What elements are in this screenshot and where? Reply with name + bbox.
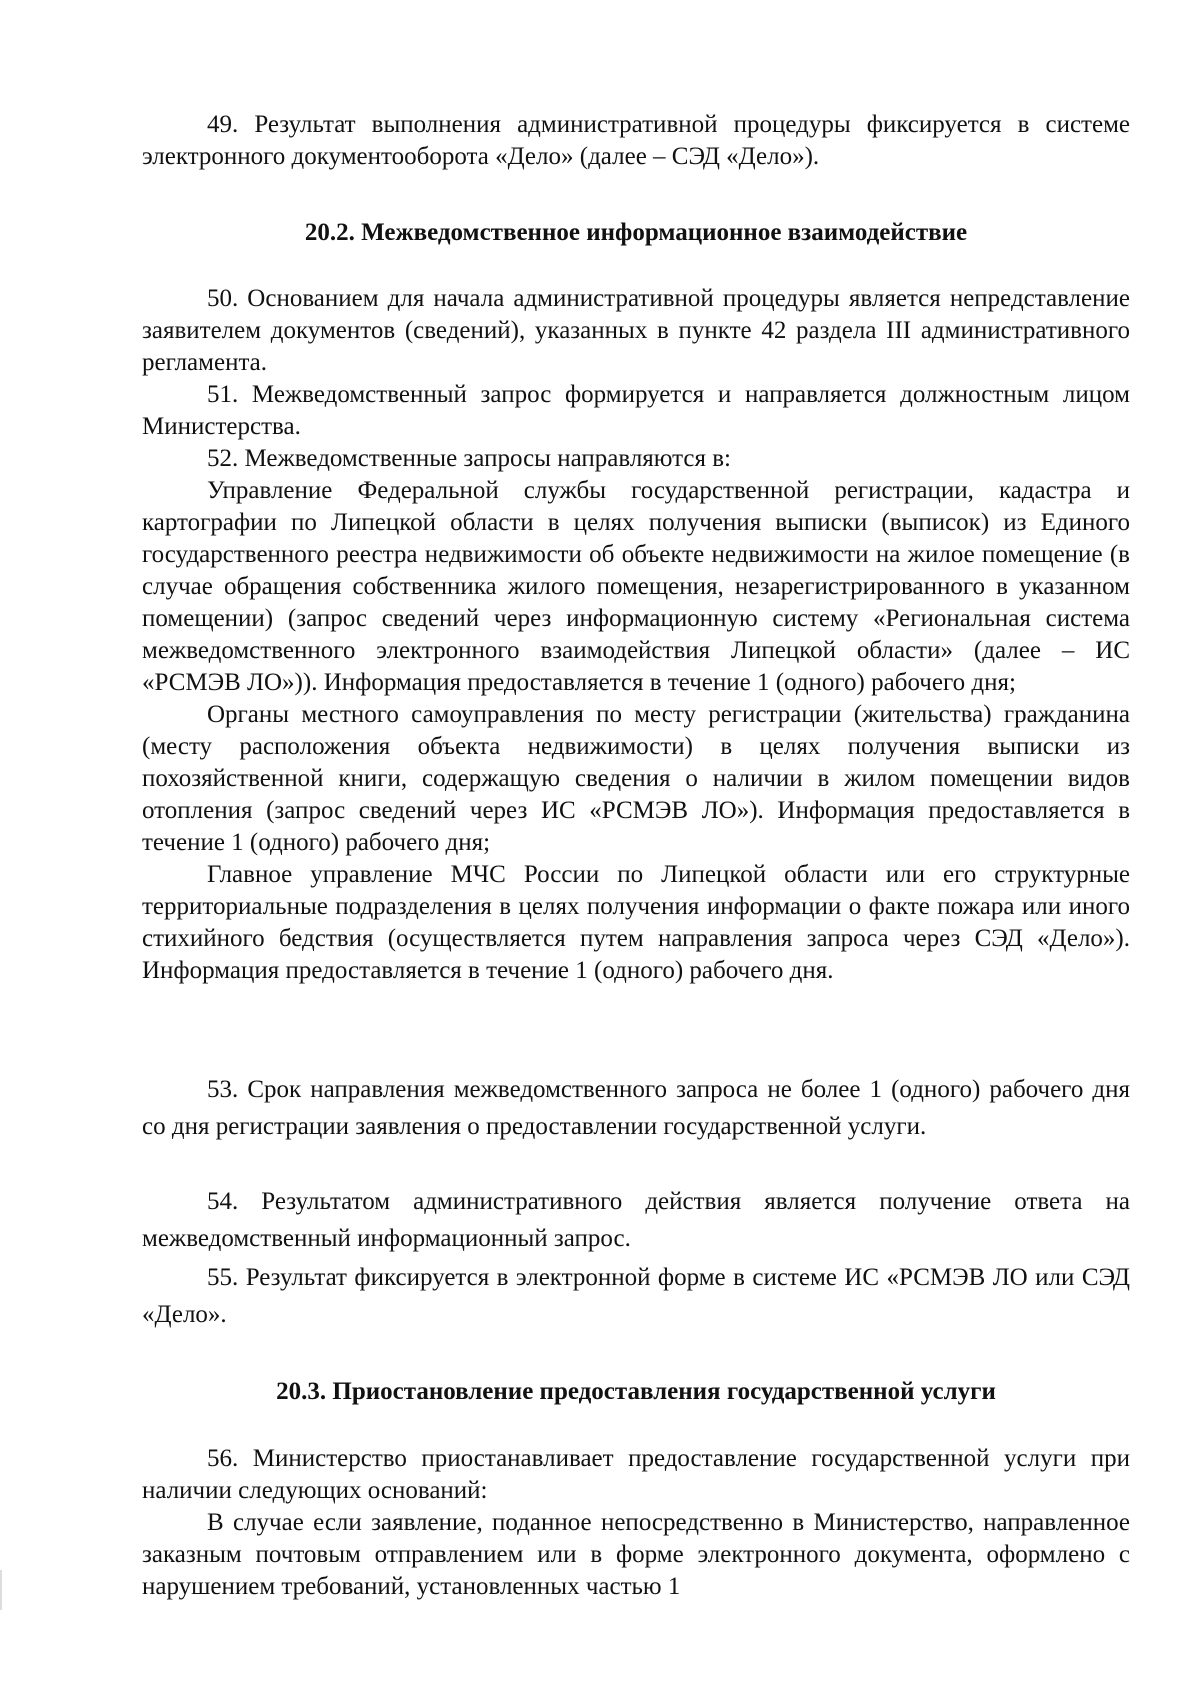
paragraph-52-rosreestr: Управление Федеральной службы государственной регистрации, кадастра и картографии по Липецкой области в целях получения выписки (выписок) из Единого государственного реестра недвижимости об объекте недвижимости на жилое помещение (в случае обращения собственника жилого помещения, незарегистрированного в указанном помещении) (запрос сведений через информационную систему «Региональная система межведомственного электронного взаимодействия Липецкой области» (далее – ИС «РСМЭВ ЛО»)). Информация предоставляется в течение 1 (одного) рабочего дня; [142, 477, 1130, 696]
paragraph-55: 55. Результат фиксируется в электронной форме в системе ИС «РСМЭВ ЛО или СЭД «Дело». [142, 1264, 1130, 1328]
paragraph-51: 51. Межведомственный запрос формируется и направляется должностным лицом Министерства. [142, 381, 1130, 440]
paragraph-52-local-government: Органы местного самоуправления по месту регистрации (жительства) гражданина (месту расположения объекта недвижимости) в целях получения выписки из похозяйственной книги, содержащую сведения о наличии в жилом помещении видов отопления (запрос сведений через ИС «РСМЭВ ЛО»). Информация предоставляется в течение 1 (одного) рабочего дня; [142, 701, 1130, 856]
paragraph-49: 49. Результат выполнения административной процедуры фиксируется в системе электронного документооборота «Дело» (далее – СЭД «Дело»). [142, 111, 1130, 170]
paragraph-50: 50. Основанием для начала административной процедуры является непредставление заявителем документов (сведений), указанных в пункте 42 раздела III административного регламента. [142, 285, 1130, 376]
paragraph-group-53 [142, 1071, 1130, 1145]
paragraph-52: 52. Межведомственные запросы направляются в: [207, 445, 731, 472]
paragraph-group-49 [142, 109, 1130, 173]
paragraph-group-56 [142, 1443, 1130, 1603]
scan-edge-mark [0, 1570, 2, 1610]
paragraph-group-50-52 [142, 283, 1130, 987]
paragraph-group-55 [142, 1259, 1130, 1333]
paragraph-52-emergency-ministry: Главное управление МЧС России по Липецкой области или его структурные территориальные подразделения в целях получения информации о факте пожара или иного стихийного бедствия (осуществляется путем направления запроса через СЭД «Дело»). Информация предоставляется в течение 1 (одного) рабочего дня. [142, 861, 1130, 984]
paragraph-56: 56. Министерство приостанавливает предоставление государственной услуги при наличии следующих оснований: [142, 1445, 1130, 1504]
paragraph-53: 53. Срок направления межведомственного запроса не более 1 (одного) рабочего дня со дня регистрации заявления о предоставлении государственной услуги. [142, 1076, 1130, 1140]
section-heading-20-2: 20.2. Межведомственное информационное взаимодействие [304, 219, 968, 246]
paragraph-56-condition: В случае если заявление, поданное непосредственно в Министерство, направленное заказным почтовым отправлением или в форме электронного документа, оформлено с нарушением требований, установленных частью 1 [142, 1509, 1130, 1600]
paragraph-group-54 [142, 1183, 1130, 1257]
paragraph-54: 54. Результатом административного действия является получение ответа на межведомственный информационный запрос. [142, 1188, 1130, 1252]
section-heading-20-3: 20.3. Приостановление предоставления государственной услуги [276, 1378, 996, 1405]
